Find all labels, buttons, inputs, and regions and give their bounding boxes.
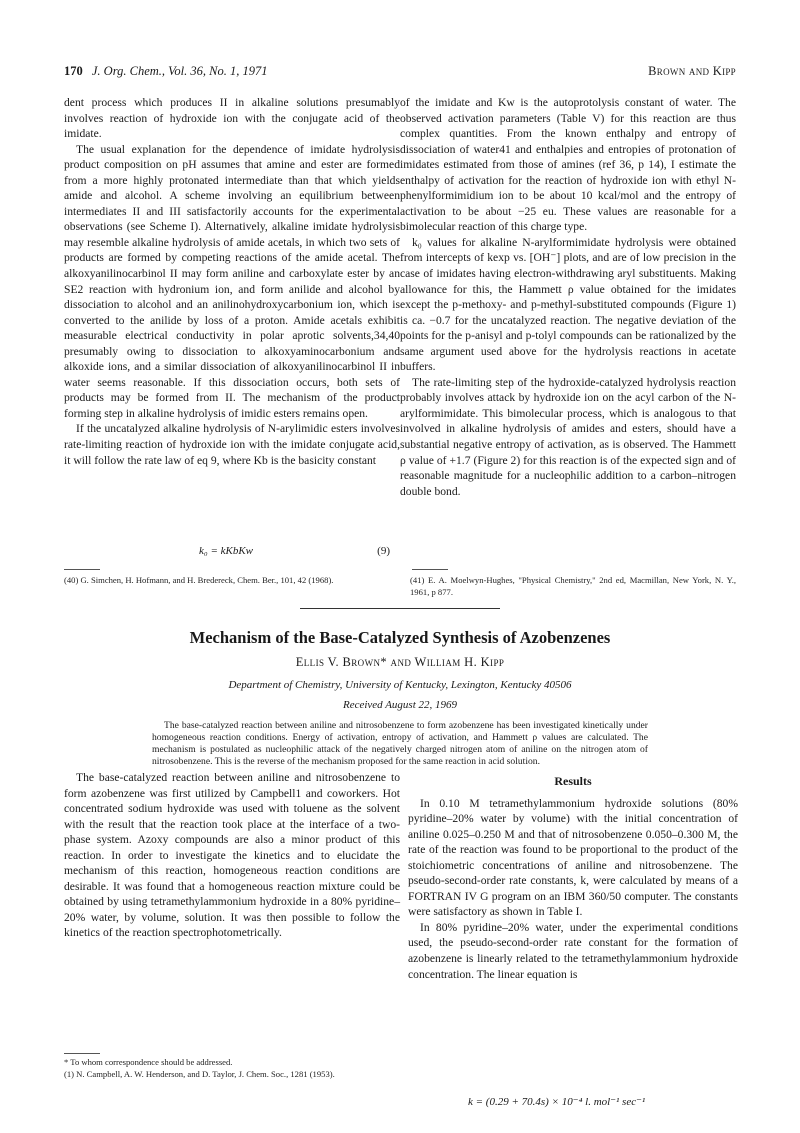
article-left-column (64, 770, 400, 941)
equation-9 (64, 545, 400, 559)
journal-citation: J. Org. Chem., Vol. 36, No. 1, 1971 (91, 64, 268, 78)
article-separator (300, 608, 500, 609)
running-head (64, 64, 736, 80)
results-paragraph: In 80% pyridine–20% water, under the experimental conditions used, the pseudo-second-order rate constant for the formation of azobenzene is linearly related to the tetramethylammonium hydroxide concentration. The linear equation is (408, 920, 738, 981)
article-authors: Ellis V. Brown* and William H. Kipp (295, 655, 505, 669)
footnote-40: (40) G. Simchen, H. Hofmann, and H. Bredereck, Chem. Ber., 101, 42 (1968). (64, 575, 334, 585)
running-head-authors: Brown and Kipp (648, 64, 736, 78)
article-footnotes (64, 1056, 394, 1080)
body-paragraph: of the imidate and Kw is the autoprotolysis constant of water. The observed activation parameters (Table V) for this reaction are thus complex quantities. From the known enthalpy and entropy of dissociation of water41 and enthalpies and entropies of protonation of imidates estimated from those of amines (ref 36, p 14), I estimate the enthalpy of activation for the reaction of hydroxide ion with ethyl N-phenylformimidium ion to be about 10 kcal/mol and the entropy of activation to be about −25 eu. These values are reasonable for a bimolecular reaction of this charge type. (400, 96, 736, 234)
results-paragraph: In 0.10 M tetramethylammonium hydroxide solutions (80% pyridine–20% water by volume) with the initial concentration of aniline 0.025–0.250 M and that of nitrosobenzene 0.050–0.300 M, the rate of the reaction was found to be proportional to the product of the stoichiometric concentrations of aniline and nitrosobenzene. The pseudo-second-order rate constants, k, were calculated by means of a FORTRAN IV G program on an IBM 360/50 computer. The constants were satisfactory as shown in Table I. (408, 796, 738, 919)
body-paragraph: dent process which produces II in alkaline solutions presumably involves reaction of hydroxide ion with the conjugate acid of the imidate. (64, 96, 400, 141)
prev-article-right-column (400, 95, 736, 499)
received-date: Received August 22, 1969 (342, 699, 458, 711)
article-affiliation: Department of Chemistry, University of Kentucky, Lexington, Kentucky 40506 (228, 679, 572, 691)
footnote-divider (64, 1053, 100, 1054)
abstract: The base-catalyzed reaction between aniline and nitrosobenzene to form azobenzene has been investigated kinetically under homogeneous reaction conditions. Energy of activation, entropy of activation, and Hammett ρ values are calculated. The mechanism is postulated as nucleophilic attack of the negatively charged nitrogen atom of aniline on the nitrogen atom of nitrosobenzene. This is the reverse of the mechanism proposed for the same reaction in acid solution. (152, 720, 648, 767)
article-title: Mechanism of the Base-Catalyzed Synthesis of Azobenzenes (189, 628, 611, 647)
body-paragraph: If the uncatalyzed alkaline hydrolysis of N-arylimidic esters involves rate-limiting reaction of hydroxide ion with the imidate conjugate acid, it will follow the rate law of eq 9, where Kb is the basicity constant (64, 422, 400, 467)
footnote-corresponding: * To whom correspondence should be addressed. (64, 1057, 233, 1067)
results-heading: Results (554, 774, 592, 788)
equation-9-number: (9) (377, 545, 390, 557)
linear-equation (408, 1095, 738, 1109)
footnote-1: (1) N. Campbell, A. W. Henderson, and D. Taylor, J. Chem. Soc., 1281 (1953). (64, 1069, 335, 1079)
footnote-41: (41) E. A. Moelwyn-Hughes, "Physical Chemistry," 2nd ed, Macmillan, New York, N. Y., 1961, p 877. (410, 575, 736, 597)
body-paragraph: The usual explanation for the dependence of imidate hydrolysis product composition on pH assumes that amine and ester are formed from a more highly protonated intermediate than that which yields amide and alcohol. A scheme involving an equilibrium between intermediates II and III satisfactorily accounts for the experimental observations (see Scheme I). Alternatively, alkaline imidate hydrolysis may resemble alkaline hydrolysis of amide acetals, in which two sets of products are formed by competing reactions of the amide acetal. The alkoxyanilinocarbinol II may form aniline and carboxylate ester by an SE2 reaction with hydronium ion, and form anilide and alcohol by dissociation to alcohol and an anilinohydroxycarbonium ion, which is converted to the anilide by loss of a proton. Amide acetals exhibit measurable electrical conductivity in polar aprotic solvents,34,40 presumably owing to dissociation to alkoxyaminocarbonium and alkoxide ions, and a similar dissociation of alkoxyanilinocarbinol II in water seems reasonable. If this dissociation occurs, both sets of products may be formed from II. The mechanism of the product forming step in alkaline hydrolysis of imidic esters remains open. (64, 142, 400, 420)
body-paragraph: The rate-limiting step of the hydroxide-catalyzed hydrolysis reaction probably involves attack by hydroxide ion on the acyl carbon of the N-arylformimidate. This bimolecular process, which is analogous to that involved in alkaline hydrolysis of amides and esters, should have a substantial negative entropy of activation, as is observed. The Hammett ρ value of +1.7 (Figure 2) for this reaction is of the expected sign and of reasonable magnitude for a nucleophilic addition to a carbon–nitrogen double bond. (400, 375, 736, 498)
intro-paragraph: The base-catalyzed reaction between aniline and nitrosobenzene to form azobenzene was first utilized by Campbell1 and coworkers. Hot concentrated sodium hydroxide was used with toluene as the solvent with the result that the reaction took place at the interface of a two-phase system. Azoxy compounds are also a minor product of this reaction. In order to investigate the kinetics and to elucidate the mechanism of this reaction, homogeneous reaction conditions are desirable. It was found that a homogeneous reaction mixture could be obtained by using tetramethylammonium hydroxide in a 80% pyridine–20% water, by volume, solution. It was then possible to follow the kinetics of the reaction spectrophotometrically. (64, 771, 400, 940)
equation-9-expression: k₀ = kKbKw (199, 545, 254, 557)
prev-article-left-column (64, 95, 400, 468)
page-number: 170 (64, 64, 83, 78)
linear-equation-text: k = (0.29 + 70.4s) × 10⁻⁴ l. mol⁻¹ sec⁻¹ (468, 1096, 646, 1108)
footnote-divider (412, 569, 448, 570)
body-paragraph: k₀ values for alkaline N-arylformimidate hydrolysis were obtained from intercepts of kexp vs. [OH⁻] plots, and are of low precision in the case of imidates having electron-withdrawing aryl substituents. Making allowance for this, the Hammett ρ value obtained for the imidates except the p-methoxy- and p-methyl-substituted compounds (Figure 1) is ca. −0.7 for the uncatalyzed reaction. The negative deviation of the points for the p-anisyl and p-tolyl compounds can be rationalized by the same argument used above for the hydrolysis reactions in acetate buffers. (400, 235, 736, 374)
footnote-divider (64, 569, 100, 570)
article-right-column (408, 770, 738, 982)
